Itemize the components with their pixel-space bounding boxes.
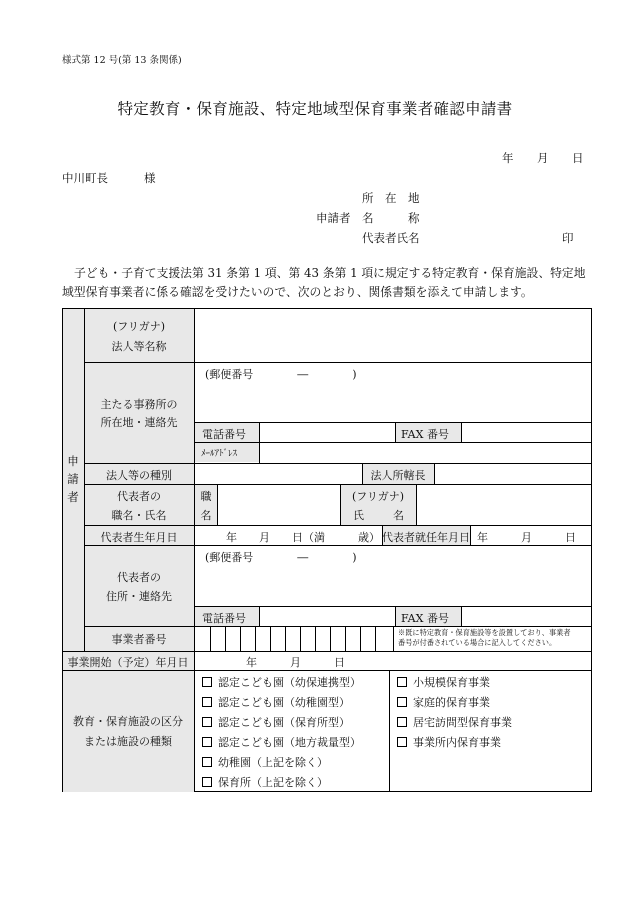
option-hoikusho[interactable]: 保育所（上記を除く） bbox=[202, 774, 328, 790]
office-label-1: 主たる事務所の bbox=[100, 398, 178, 411]
option-nintei-yoho-renkei[interactable]: 認定こども園（幼保連携型） bbox=[202, 674, 361, 690]
seal-mark: 印 bbox=[562, 231, 574, 245]
body-text: 子ども・子育て支援法第 31 条第 1 項、第 43 条第 1 項に規定する特定教育・保育施設、特定地域型保育事業者に係る確認を受けたいので、次のとおり、関係書類を添えて申請します。 bbox=[62, 266, 586, 299]
page-title: 特定教育・保育施設、特定地域型保育事業者確認申請書 bbox=[117, 100, 513, 118]
fax-label: FAX 番号 bbox=[401, 428, 449, 441]
checkbox-icon bbox=[397, 697, 407, 707]
biz-number-label: 事業者番号 bbox=[111, 633, 167, 646]
option-nintei-yochien[interactable]: 認定こども園（幼稚園型） bbox=[202, 694, 350, 710]
postal-code-label-2: (郵便番号 ― ) bbox=[205, 551, 357, 564]
biz-number-note-2: 番号が付番されている場合に記入してください。 bbox=[398, 638, 557, 647]
tel-label: 電話番号 bbox=[202, 428, 246, 441]
category-label-1: 教育・保育施設の区分 bbox=[73, 715, 183, 728]
fax-label-2: FAX 番号 bbox=[401, 612, 449, 625]
mei-label: 名 bbox=[200, 509, 212, 522]
date-day: 日 bbox=[572, 151, 584, 165]
furigana-label: (フリガナ) bbox=[112, 320, 166, 333]
checkbox-icon bbox=[202, 757, 212, 767]
corp-authority-label: 法人所轄長 bbox=[370, 469, 426, 482]
rep-birth-value: 年 月 日（満 歳） bbox=[226, 531, 380, 544]
option-kateiteki[interactable]: 家庭的保育事業 bbox=[397, 694, 490, 710]
applicant-rep-label: 代表者氏名 bbox=[362, 231, 420, 245]
tel-label-2: 電話番号 bbox=[202, 612, 246, 625]
rep-addr-label-2: 住所・連絡先 bbox=[106, 590, 172, 603]
postal-code-label: (郵便番号 ― ) bbox=[205, 368, 357, 381]
checkbox-icon bbox=[397, 677, 407, 687]
office-label-2: 所在地・連絡先 bbox=[100, 416, 178, 429]
form-number: 様式第 12 号(第 13 条関係) bbox=[62, 55, 182, 66]
furigana-label-2: (フリガナ) bbox=[351, 490, 405, 503]
rep-appointed-value: 年 月 日 bbox=[477, 531, 576, 544]
email-label: ﾒｰﾙｱﾄﾞﾚｽ bbox=[201, 449, 238, 459]
date-year: 年 bbox=[502, 151, 514, 165]
shoku-label: 職 bbox=[200, 490, 212, 503]
biz-number-note-1: ※既に特定教育・保育施設等を設置しており、事業者 bbox=[398, 628, 571, 637]
applicant-name-label: 名 称 bbox=[362, 211, 420, 225]
checkbox-icon bbox=[202, 737, 212, 747]
side-label-3: 者 bbox=[67, 490, 79, 504]
date-month: 月 bbox=[537, 151, 549, 165]
checkbox-icon bbox=[397, 717, 407, 727]
addressee-name: 中川町長 bbox=[62, 171, 108, 185]
checkbox-icon bbox=[397, 737, 407, 747]
rep-addr-label-1: 代表者の bbox=[117, 571, 161, 584]
rep-label-2: 職名・氏名 bbox=[111, 509, 167, 522]
corp-name-label: 法人等名称 bbox=[111, 340, 167, 353]
checkbox-icon bbox=[202, 697, 212, 707]
option-yochien[interactable]: 幼稚園（上記を除く） bbox=[202, 754, 328, 770]
rep-label-1: 代表者の bbox=[117, 490, 161, 503]
side-label-1: 申 bbox=[67, 454, 79, 468]
rep-appointed-label: 代表者就任年月日 bbox=[382, 531, 470, 544]
option-nintei-chiho-sairyo[interactable]: 認定こども園（地方裁量型） bbox=[202, 734, 361, 750]
start-date-label: 事業開始（予定）年月日 bbox=[67, 656, 189, 669]
option-shokibo[interactable]: 小規模保育事業 bbox=[397, 674, 490, 690]
category-label-2: または施設の種類 bbox=[84, 735, 172, 748]
checkbox-icon bbox=[202, 717, 212, 727]
addressee-honorific: 様 bbox=[144, 171, 156, 185]
option-kyotaku-homon[interactable]: 居宅訪問型保育事業 bbox=[397, 714, 512, 730]
shi-label: 氏 bbox=[353, 509, 364, 522]
applicant-address-label: 所 在 地 bbox=[362, 191, 420, 205]
mei-label-2: 名 bbox=[393, 509, 404, 522]
option-nintei-hoikusho[interactable]: 認定こども園（保育所型） bbox=[202, 714, 350, 730]
checkbox-icon bbox=[202, 777, 212, 787]
start-date-value: 年 月 日 bbox=[246, 656, 345, 669]
checkbox-icon bbox=[202, 677, 212, 687]
applicant-label: 申請者 bbox=[316, 211, 351, 225]
side-label-2: 請 bbox=[67, 472, 79, 486]
corp-type-label: 法人等の種別 bbox=[106, 469, 172, 482]
option-jigyoshonai[interactable]: 事業所内保育事業 bbox=[397, 734, 501, 750]
rep-birth-label: 代表者生年月日 bbox=[100, 531, 178, 544]
